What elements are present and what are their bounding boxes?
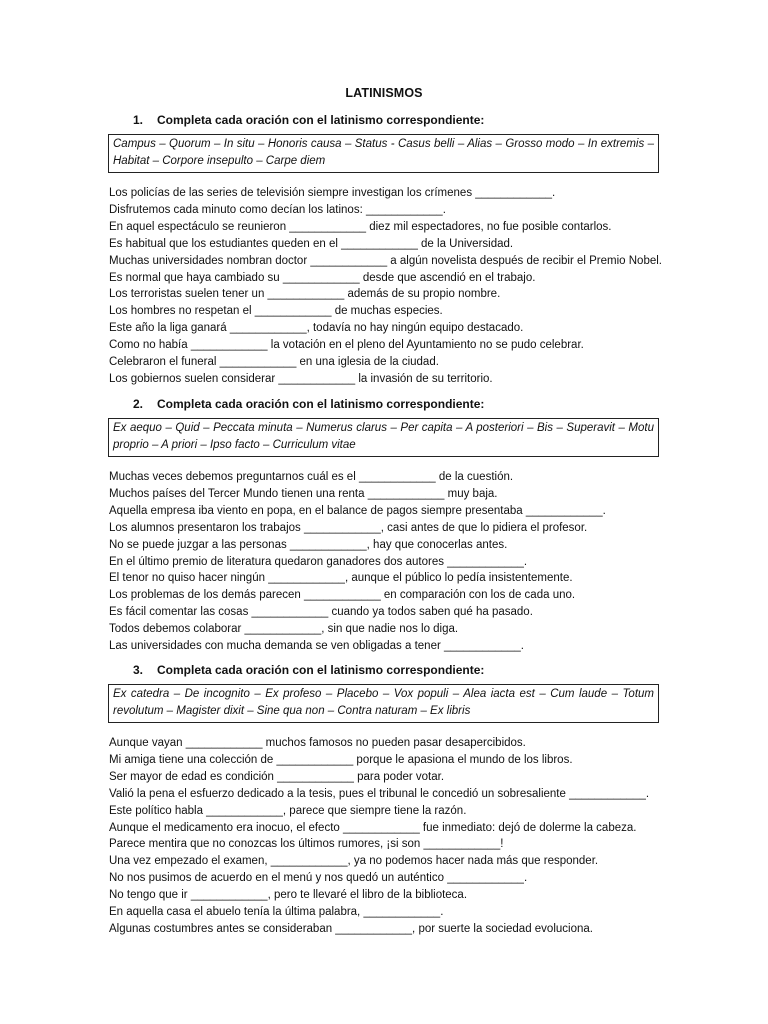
exercise-number: 1. <box>133 113 144 127</box>
sentence-item: Aunque vayan ____________ muchos famosos no pueden pasar desapercibidos. <box>109 737 526 749</box>
exercise-number: 2. <box>133 397 144 411</box>
word-bank-box: Ex aequo – Quid – Peccata minuta – Numerus clarus – Per capita – A posteriori – Bis – Superavit – Motu proprio – A priori – Ipso facto – Curriculum vitae <box>108 418 659 457</box>
sentence-item: Este año la liga ganará ____________, todavía no hay ningún equipo destacado. <box>109 322 524 335</box>
page-title: LATINISMOS <box>345 86 423 100</box>
sentence-list <box>109 185 684 388</box>
sentence-item: No nos pusimos de acuerdo en el menú y nos quedó un auténtico ____________. <box>109 872 528 885</box>
sentence-item: Muchos países del Tercer Mundo tienen una renta ____________ muy baja. <box>109 487 498 500</box>
exercise-instruction: Completa cada oración con el latinismo correspondiente: <box>157 397 485 411</box>
sentence-item: Disfrutemos cada minuto como decían los latinos: ____________. <box>109 203 446 216</box>
exercise-number: 3. <box>133 663 144 677</box>
sentence-item: Muchas universidades nombran doctor ____________ a algún novelista después de recibir el Premio Nobel. <box>109 254 662 267</box>
sentence-list <box>109 735 684 938</box>
sentence-item: Como no había ____________ la votación en el pleno del Ayuntamiento no se pudo celebrar. <box>109 339 584 352</box>
sentence-item: Este político habla ____________, parece que siempre tiene la razón. <box>109 804 467 817</box>
sentence-item: Parece mentira que no conozcas los últimos rumores, ¡si son ____________! <box>109 838 504 851</box>
exercise-section-3 <box>109 662 684 938</box>
exercise-section-2 <box>109 396 684 655</box>
sentence-item: Los gobiernos suelen considerar ____________ la invasión de su territorio. <box>109 372 493 385</box>
exercise-heading <box>133 396 684 412</box>
sentence-item: Algunas costumbres antes se consideraban ____________, por suerte la sociedad evoluciona. <box>109 922 593 935</box>
sentence-item: Todos debemos colaborar ____________, sin que nadie nos lo diga. <box>109 623 459 636</box>
sentence-item: Es fácil comentar las cosas ____________ cuando ya todos saben qué ha pasado. <box>109 606 533 619</box>
sentence-item: Los terroristas suelen tener un ____________ además de su propio nombre. <box>109 288 501 301</box>
exercise-section-1 <box>109 112 684 388</box>
sentence-item: Mi amiga tiene una colección de ____________ porque le apasiona el mundo de los libros. <box>109 753 573 766</box>
sentence-item: Las universidades con mucha demanda se ven obligadas a tener ____________. <box>109 640 524 653</box>
sentence-item: Valió la pena el esfuerzo dedicado a la tesis, pues el tribunal le concedió un sobresaliente ____________. <box>109 787 650 800</box>
word-bank-box: Ex catedra – De incognito – Ex profeso – Placebo – Vox populi – Alea iacta est – Cum laude – Totum revolutum – Magister dixit – Sine qua non – Contra naturam – Ex libris <box>108 684 659 723</box>
sentence-list <box>109 469 684 655</box>
sentence-item: Una vez empezado el examen, ____________, ya no podemos hacer nada más que responder. <box>109 855 599 868</box>
sentence-item: Muchas veces debemos preguntarnos cuál es el ____________ de la cuestión. <box>109 471 514 483</box>
exercise-instruction: Completa cada oración con el latinismo correspondiente: <box>157 113 485 127</box>
sentence-item: Los policías de las series de televisión siempre investigan los crímenes ____________. <box>109 187 556 199</box>
sentence-item: Es habitual que los estudiantes queden en el ____________ de la Universidad. <box>109 237 514 250</box>
sentence-item: Celebraron el funeral ____________ en una iglesia de la ciudad. <box>109 356 439 369</box>
sentence-item: En aquella casa el abuelo tenía la última palabra, ____________. <box>109 906 444 919</box>
word-bank-box: Campus – Quorum – In situ – Honoris causa – Status - Casus belli – Alias – Grosso modo – In extremis – Habitat – Corpore insepulto – Carpe diem <box>108 134 659 173</box>
sentence-item: En aquel espectáculo se reunieron ____________ diez mil espectadores, no fue posible contarlos. <box>109 220 612 233</box>
sentence-item: El tenor no quiso hacer ningún ____________, aunque el público lo pedía insistentemente. <box>109 572 573 585</box>
sentence-item: Los problemas de los demás parecen ____________ en comparación con los de cada uno. <box>109 589 576 602</box>
sentence-item: No se puede juzgar a las personas ____________, hay que conocerlas antes. <box>109 538 508 551</box>
exercise-instruction: Completa cada oración con el latinismo correspondiente: <box>157 663 485 677</box>
sentence-item: Ser mayor de edad es condición ____________ para poder votar. <box>109 770 445 783</box>
exercise-heading <box>133 112 684 128</box>
sentence-item: Los alumnos presentaron los trabajos ____________, casi antes de que lo pidiera el profesor. <box>109 521 588 534</box>
sentence-item: Los hombres no respetan el ____________ de muchas especies. <box>109 305 443 318</box>
exercise-heading <box>133 662 684 678</box>
sentence-item: En el último premio de literatura quedaron ganadores dos autores ____________. <box>109 555 528 568</box>
sentence-item: Aquella empresa iba viento en popa, en el balance de pagos siempre presentaba ____________. <box>109 504 606 517</box>
sentence-item: No tengo que ir ____________, pero te llevaré el libro de la biblioteca. <box>109 889 468 902</box>
sentence-item: Es normal que haya cambiado su ____________ desde que ascendió en el trabajo. <box>109 271 536 284</box>
sentence-item: Aunque el medicamento era inocuo, el efecto ____________ fue inmediato: dejó de dolerme la cabeza. <box>109 821 637 834</box>
